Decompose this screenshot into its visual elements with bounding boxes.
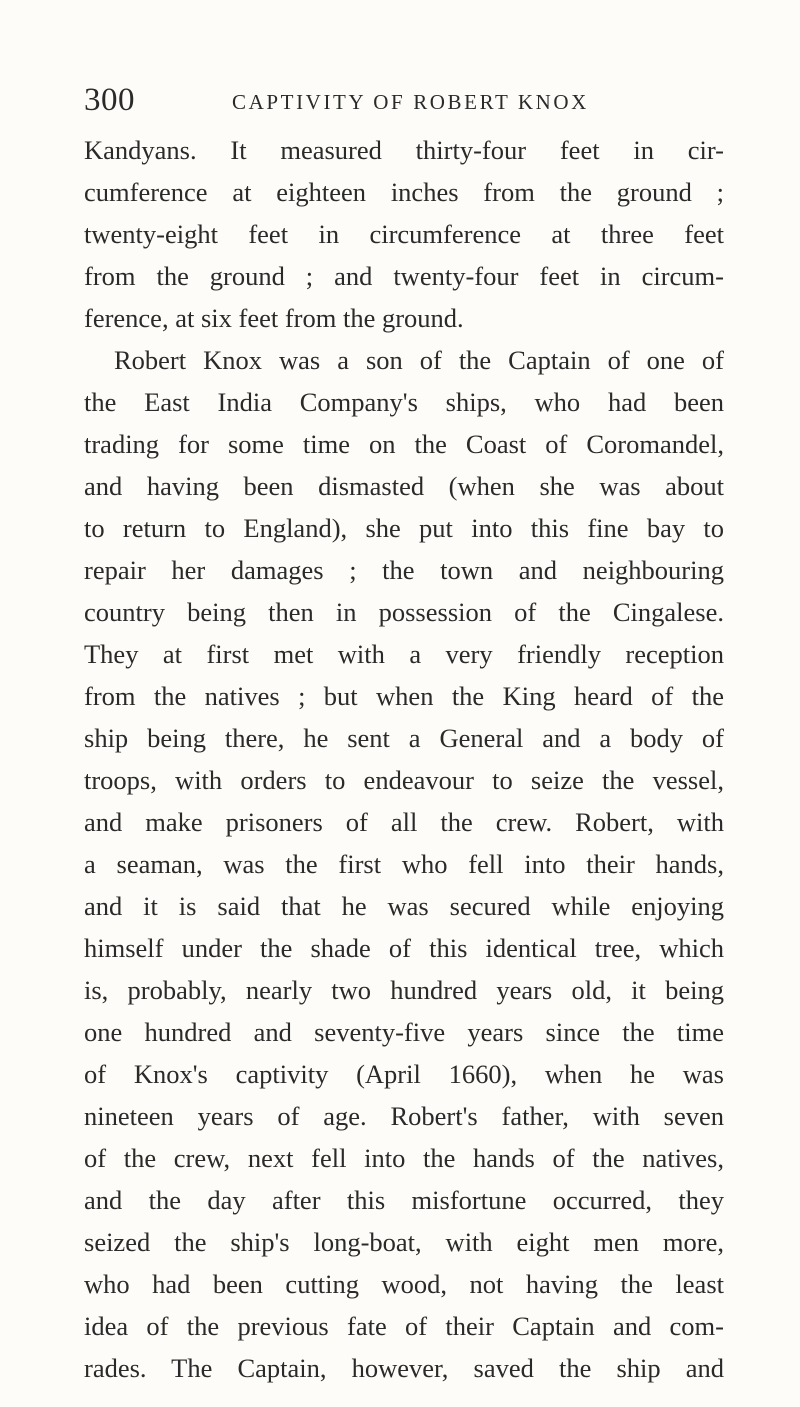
- text-line: trading for some time on the Coast of Coromandel,: [84, 429, 724, 459]
- page-header: [84, 78, 724, 122]
- text-line: and make prisoners of all the crew. Robert, with: [84, 807, 724, 837]
- text-line: a seaman, was the first who fell into their hands,: [84, 849, 724, 879]
- text-line: from the ground ; and twenty-four feet in circum-: [84, 261, 724, 291]
- text-line: seized the ship's long-boat, with eight men more,: [84, 1227, 724, 1257]
- text-line: country being then in possession of the Cingalese.: [84, 597, 724, 627]
- text-line: and having been dismasted (when she was about: [84, 471, 724, 501]
- text-line: troops, with orders to endeavour to seize the vessel,: [84, 765, 724, 795]
- text-line: the East India Company's ships, who had been: [84, 387, 724, 417]
- body-text: [84, 129, 724, 1389]
- text-line: of Knox's captivity (April 1660), when he was: [84, 1059, 724, 1089]
- text-line: and it is said that he was secured while enjoying: [84, 891, 724, 921]
- text-line: ship being there, he sent a General and a body of: [84, 723, 724, 753]
- text-line: They at first met with a very friendly reception: [84, 639, 724, 669]
- text-line: rades. The Captain, however, saved the ship and: [84, 1353, 724, 1383]
- text-line: himself under the shade of this identical tree, which: [84, 933, 724, 963]
- text-line: repair her damages ; the town and neighbouring: [84, 555, 724, 585]
- text-line: Robert Knox was a son of the Captain of one of: [114, 345, 724, 375]
- running-head: CAPTIVITY OF ROBERT KNOX: [232, 90, 589, 114]
- text-line: nineteen years of age. Robert's father, with seven: [84, 1101, 724, 1131]
- page-number: 300: [84, 82, 135, 118]
- text-line: and the day after this misfortune occurred, they: [84, 1185, 724, 1215]
- text-line: of the crew, next fell into the hands of the natives,: [84, 1143, 724, 1173]
- text-line: is, probably, nearly two hundred years old, it being: [84, 975, 724, 1005]
- text-line: from the natives ; but when the King heard of the: [84, 681, 724, 711]
- text-line: ference, at six feet from the ground.: [84, 303, 464, 333]
- text-line: twenty-eight feet in circumference at three feet: [84, 219, 724, 249]
- text-line: cumference at eighteen inches from the ground ;: [84, 177, 724, 207]
- text-line: one hundred and seventy-five years since the time: [84, 1017, 724, 1047]
- text-line: Kandyans. It measured thirty-four feet in cir-: [84, 135, 724, 165]
- text-line: who had been cutting wood, not having the least: [84, 1269, 724, 1299]
- text-line: to return to England), she put into this fine bay to: [84, 513, 724, 543]
- text-line: idea of the previous fate of their Captain and com-: [84, 1311, 724, 1341]
